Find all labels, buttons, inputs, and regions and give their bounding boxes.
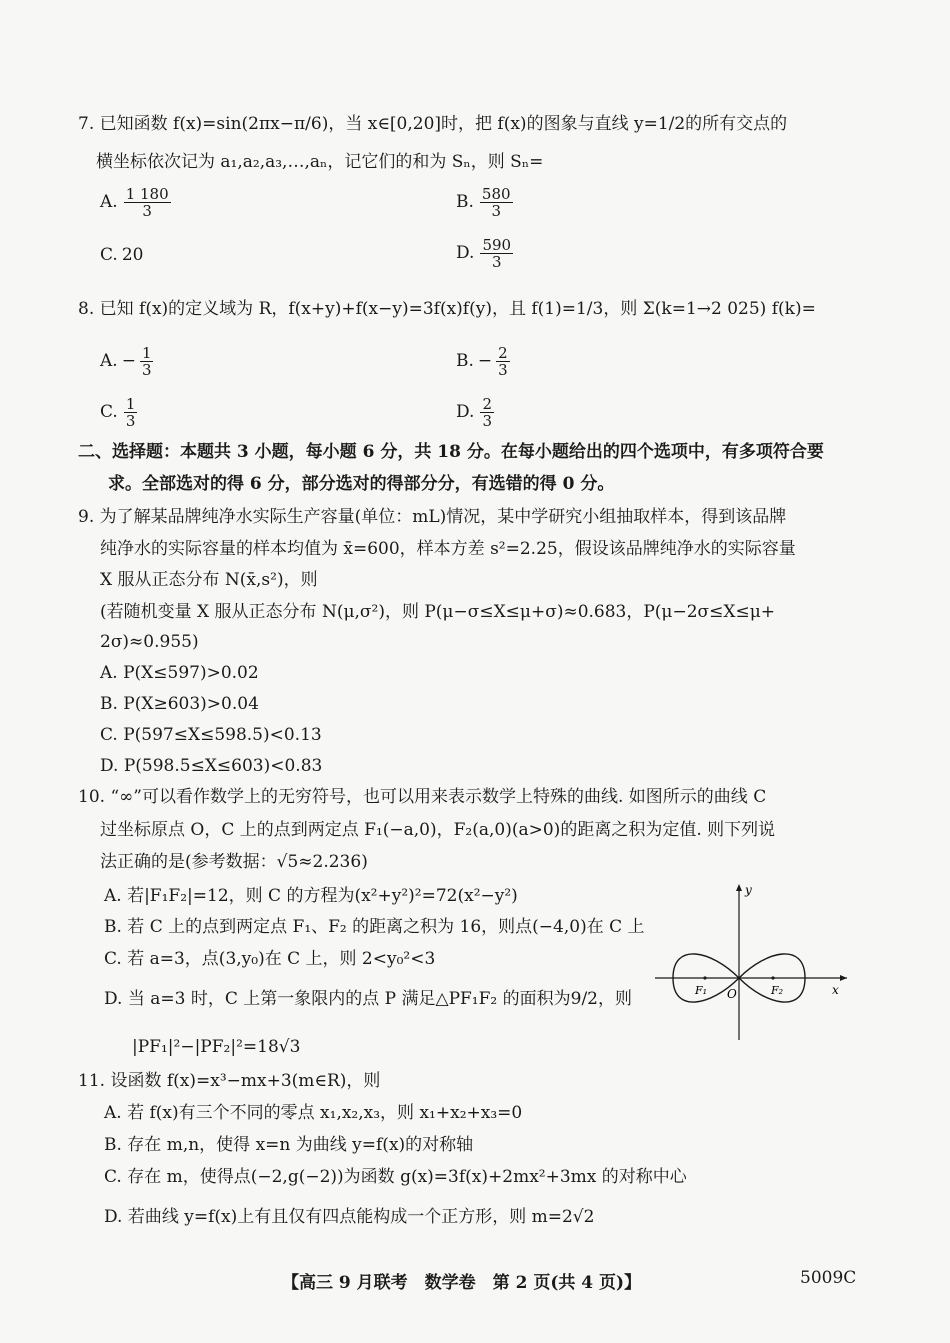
section2-heading-line1: 二、选择题：本题共 3 小题，每小题 6 分，共 18 分。在每小题给出的四个选项中，有多项符合要 — [78, 442, 824, 462]
q11-option-d: D. 若曲线 y=f(x)上有且仅有四点能构成一个正方形，则 m=2√2 — [104, 1207, 595, 1227]
q7-option-b: B. $\frac{580}{3}$ — [456, 185, 511, 220]
focus-f1-point — [703, 976, 706, 979]
q8-option-a: A. − $\frac{1}{3}$ — [100, 344, 152, 379]
q7-line2: 横坐标依次记为 a₁,a₂,a₃,…,aₙ，记它们的和为 Sₙ，则 Sₙ= — [96, 152, 544, 172]
x-axis-label: x — [832, 983, 839, 997]
q10-line1: 10. “∞”可以看作数学上的无穷符号，也可以用来表示数学上特殊的曲线. 如图所示的曲线 C — [78, 787, 767, 807]
q9-option-a: A. P(X≤597)>0.02 — [100, 663, 259, 683]
q7-line1: 7. 已知函数 f(x)=sin(2πx−π/6)，当 x∈[0,20]时，把 f(x)的图象与直线 y=1/2的所有交点的 — [78, 114, 788, 134]
q10-line2: 过坐标原点 O，C 上的点到两定点 F₁(−a,0)，F₂(a,0)(a>0)的距离之积为定值. 则下列说 — [100, 820, 776, 840]
q9-line4: (若随机变量 X 服从正态分布 N(μ,σ²)，则 P(μ−σ≤X≤μ+σ)≈0.683，P(μ−2σ≤X≤μ+ — [100, 602, 776, 622]
focus-f2-point — [771, 976, 774, 979]
q10-line3: 法正确的是(参考数据：√5≈2.236) — [100, 852, 368, 872]
q11-line1: 11. 设函数 f(x)=x³−mx+3(m∈R)，则 — [78, 1071, 381, 1091]
q7-option-a: A. $\frac{1 180}{3}$ — [100, 185, 169, 220]
q7-option-b-fraction: $\frac{580}{3}$ — [481, 185, 511, 220]
q11-option-b: B. 存在 m,n，使得 x=n 为曲线 y=f(x)的对称轴 — [104, 1135, 474, 1155]
footer-code: 5009C — [800, 1268, 857, 1288]
origin-label: O — [727, 987, 737, 1001]
q10-option-b: B. 若 C 上的点到两定点 F₁、F₂ 的距离之积为 16，则点(−4,0)在 C 上 — [104, 917, 645, 937]
q10-option-d-line1: D. 当 a=3 时，C 上第一象限内的点 P 满足△PF₁F₂ 的面积为9/2，则 — [104, 989, 632, 1009]
q9-line3: X 服从正态分布 N(x̄,s²)，则 — [100, 570, 318, 590]
q9-option-d: D. P(598.5≤X≤603)<0.83 — [100, 756, 323, 776]
f1-label: F₁ — [695, 984, 708, 997]
q8-option-b: B. − $\frac{2}{3}$ — [456, 344, 508, 379]
y-axis-label: y — [745, 883, 752, 897]
q7-option-d-fraction: $\frac{590}{3}$ — [482, 236, 512, 271]
q9-option-c: C. P(597≤X≤598.5)<0.13 — [100, 725, 322, 745]
y-axis-arrow — [736, 884, 742, 891]
q7-option-d: D. $\frac{590}{3}$ — [456, 236, 512, 271]
f2-label: F₂ — [771, 984, 784, 997]
q11-option-a: A. 若 f(x)有三个不同的零点 x₁,x₂,x₃，则 x₁+x₂+x₃=0 — [104, 1103, 523, 1123]
lemniscate-graph — [655, 880, 855, 1045]
q10-option-a: A. 若|F₁F₂|=12，则 C 的方程为(x²+y²)²=72(x²−y²) — [104, 886, 518, 906]
q11-option-c: C. 存在 m，使得点(−2,g(−2))为函数 g(x)=3f(x)+2mx²+3mx 的对称中心 — [104, 1167, 687, 1187]
footer-page-info: 【高三 9 月联考 数学卷 第 2 页(共 4 页)】 — [282, 1273, 642, 1293]
q7-option-a-fraction: $\frac{1 180}{3}$ — [125, 185, 169, 220]
q8-line1: 8. 已知 f(x)的定义域为 R，f(x+y)+f(x−y)=3f(x)f(y)，且 f(1)=1/3，则 Σ(k=1→2 025) f(k)= — [78, 299, 816, 319]
q9-option-b: B. P(X≥603)>0.04 — [100, 694, 259, 714]
q9-line2: 纯净水的实际容量的样本均值为 x̄=600，样本方差 s²=2.25，假设该品牌纯净水的实际容量 — [100, 539, 796, 559]
x-axis-arrow — [840, 975, 847, 981]
q7-option-c: C. 20 — [100, 245, 144, 265]
q8-option-c: C. $\frac{1}{3}$ — [100, 395, 136, 430]
section2-heading-line2: 求。全部选对的得 6 分，部分选对的得部分分，有选错的得 0 分。 — [108, 474, 615, 494]
q10-option-d-line2: |PF₁|²−|PF₂|²=18√3 — [132, 1037, 301, 1057]
q9-line5: 2σ)≈0.955) — [100, 632, 199, 652]
q10-option-c: C. 若 a=3，点(3,y₀)在 C 上，则 2<y₀²<3 — [104, 949, 436, 969]
q8-option-d: D. $\frac{2}{3}$ — [456, 395, 492, 430]
q9-line1: 9. 为了解某品牌纯净水实际生产容量(单位：mL)情况，某中学研究小组抽取样本，得到该品牌 — [78, 507, 787, 527]
